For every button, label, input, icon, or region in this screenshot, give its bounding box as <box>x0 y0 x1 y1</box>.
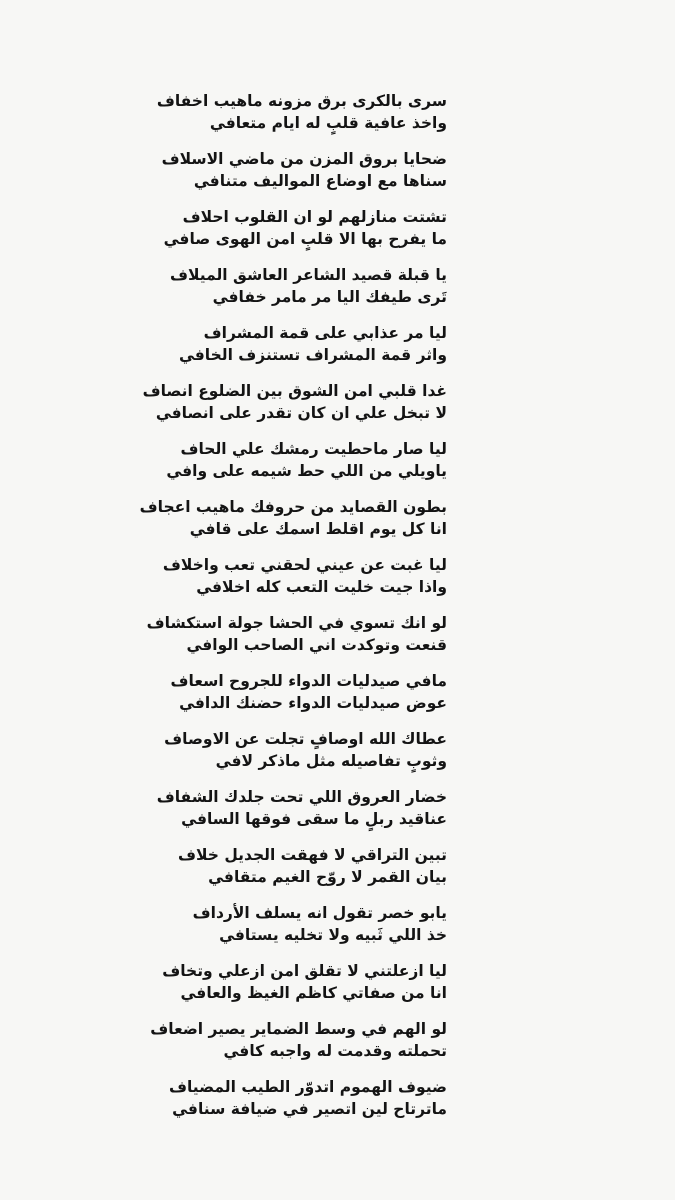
poem-line: خذ اللي ثَبيه ولا تخليه يستافي <box>219 926 447 944</box>
stanza <box>27 1076 447 1120</box>
poem-line: ماترتاح لين اتصير في ضيافة سنافي <box>172 1100 447 1118</box>
stanza <box>27 670 447 714</box>
poem-line: لا تبخل علي ان كان تقدر على انصافي <box>155 404 447 422</box>
poem-line: لو الهم في وسط الضماير يصير اضعاف <box>150 1020 447 1038</box>
poem-line: لو انك تسوي في الحشا جولة استكشاف <box>146 614 447 632</box>
stanza <box>27 554 447 598</box>
stanza <box>27 264 447 308</box>
stanza <box>27 148 447 192</box>
stanza <box>27 960 447 1004</box>
poem-line: يابو خصر تقول انه يسلف الأرداف <box>192 904 447 922</box>
poem-line: انا من صفاتي كاظم الغيظ والعافي <box>180 984 447 1002</box>
poem-line: تبين التراقي لا فهقت الجديل خلاف <box>178 846 447 864</box>
stanza <box>27 496 447 540</box>
stanza <box>27 902 447 946</box>
poem-line: انا كل يوم اقلط اسمك على قافي <box>189 520 447 538</box>
poem-line: واثر قمة المشراف تستنزف الخافي <box>178 346 447 364</box>
poem-line: ليا صار ماحطيت رمشك علي الحاف <box>180 440 447 458</box>
poem-line: تحملته وقدمت له واجبه كافي <box>223 1042 447 1060</box>
poem-line: يا قبلة قصيد الشاعر العاشق الميلاف <box>169 266 447 284</box>
poem-line: واخذ عافية قلبٍ له ايام متعافي <box>209 114 447 132</box>
stanza <box>27 786 447 830</box>
poem-line: مافي صيدليات الدواء للجروح اسعاف <box>170 672 447 690</box>
stanza <box>27 206 447 250</box>
poem-line: تشتت منازلهم لو ان القلوب احلاف <box>182 208 447 226</box>
poem-line: تَرى طيفك اليا مر مامر خفافي <box>212 288 447 306</box>
stanza <box>27 612 447 656</box>
stanza <box>27 322 447 366</box>
poem-line: عطاك الله اوصافٍ تجلت عن الاوصاف <box>164 730 447 748</box>
poem-line: ضيوف الهموم اتدوّر الطيب المضياف <box>168 1078 447 1096</box>
stanza <box>27 90 447 134</box>
stanza <box>27 728 447 772</box>
poem-line: قنعت وتوكدت اني الصاحب الوافي <box>186 636 447 654</box>
poem-line: سناها مع اوضاع المواليف متنافي <box>193 172 447 190</box>
stanza <box>27 438 447 482</box>
poem-line: ليا مر عذابي على قمة المشراف <box>203 324 447 342</box>
poem-line: ليا غبت عن عيني لحقني تعب واخلاف <box>162 556 447 574</box>
poem-line: غدا قلبي امن الشوق بين الضلوع انصاف <box>142 382 447 400</box>
stanza <box>27 380 447 424</box>
poem-line: ضحايا بروق المزن من ماضي الاسلاف <box>161 150 447 168</box>
poem-line: بيان القمر لا روّح الغيم متقافي <box>208 868 447 886</box>
poem-line: ليا ازعلتني لا تقلق امن ازعلي وتخاف <box>162 962 447 980</box>
poem-body <box>0 86 675 1146</box>
poem-line: سرى بالكرى برق مزونه ماهيب اخفاف <box>156 92 447 110</box>
poem-line: بطون القصايد من حروفك ماهيب اعجاف <box>139 498 447 516</box>
poem-line: خضار العروق اللي تحت جلدك الشفاف <box>156 788 447 806</box>
stanza <box>27 844 447 888</box>
poem-line: واذا جيت خليت التعب كله اخلافي <box>196 578 447 596</box>
poem-line: عوض صيدليات الدواء حضنك الدافي <box>179 694 447 712</box>
poem-line: وثوبٍ تفاصيله مثل ماذكر لافي <box>215 752 447 770</box>
stanza <box>27 1018 447 1062</box>
poem-line: ما يفرح بها الا قلبٍ امن الهوى صافي <box>163 230 447 248</box>
poem-line: ياويلي من اللي حط شيمه على وافي <box>166 462 447 480</box>
poem-line: عناقيد ربلٍ ما سقى فوقها السافي <box>181 810 447 828</box>
